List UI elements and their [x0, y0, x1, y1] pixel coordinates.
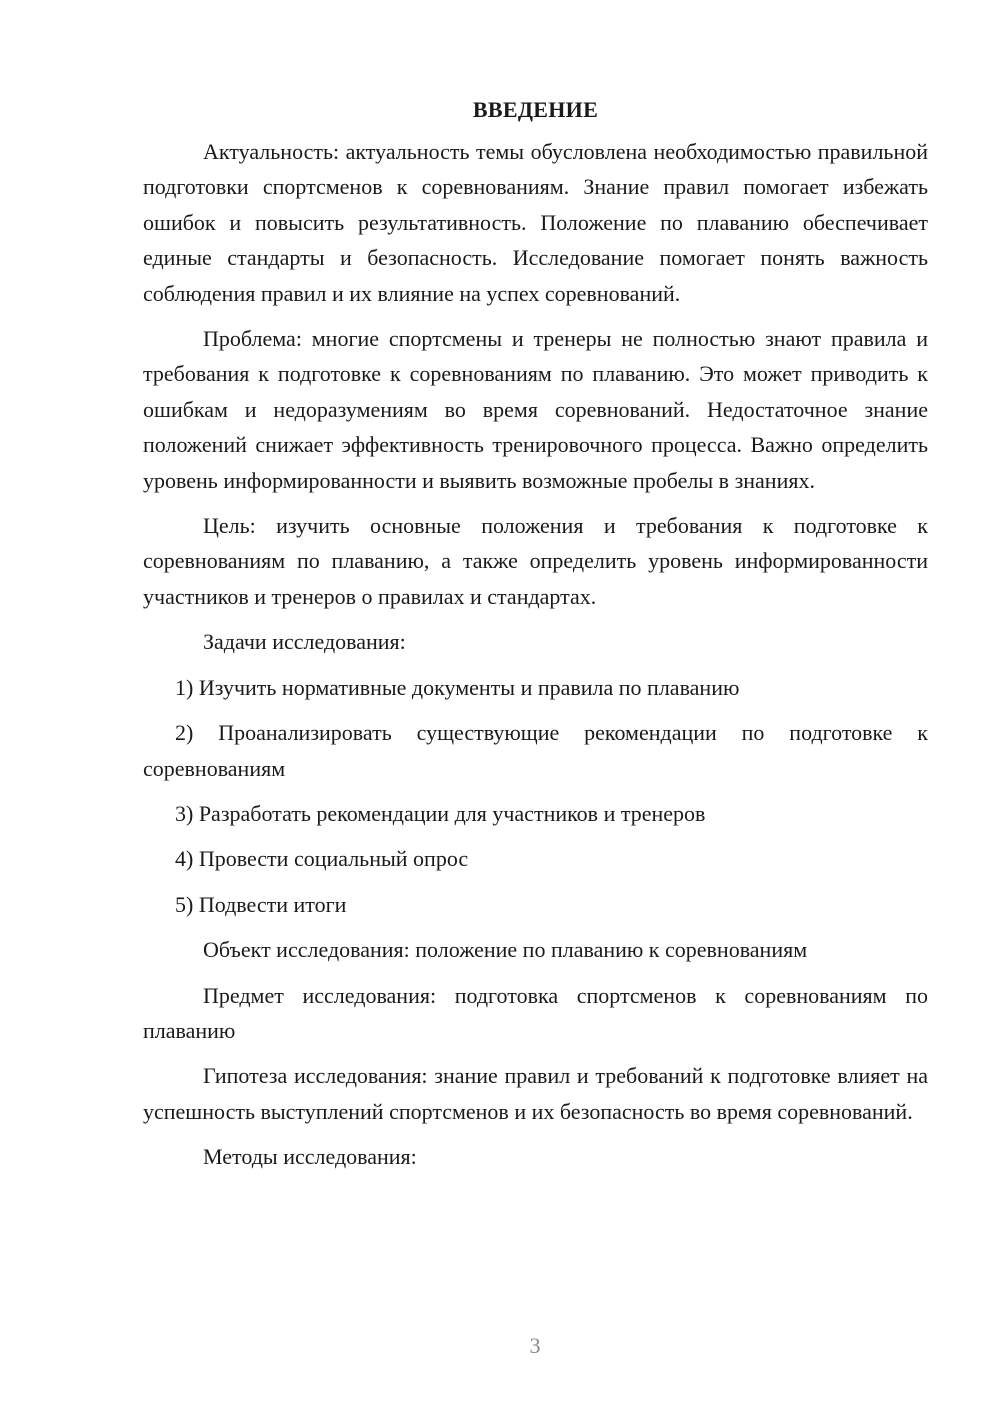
page-number: 3 — [529, 1333, 541, 1358]
task-item: 3) Разработать рекомендации для участников и тренеров — [175, 800, 706, 826]
document-page — [143, 95, 928, 1185]
relevance-paragraph: Актуальность: актуальность темы обусловлена необходимостью правильной подготовки спортсменов к соревнованиям. Знание правил помогает избежать ошибок и повысить результативность. Положение по плаванию обеспечивает единые стандарты и безопасность. Исследование помогает понять важность соблюдения правил и их влияние на успех соревнований. — [143, 139, 928, 306]
goal-paragraph: Цель: изучить основные положения и требования к подготовке к соревнованиям по плаванию, а также определить уровень информированности участников и тренеров о правилах и стандартах. — [143, 513, 928, 609]
research-subject-paragraph: Предмет исследования: подготовка спортсменов к соревнованиям по плаванию — [143, 982, 928, 1043]
methods-heading: Методы исследования: — [203, 1144, 417, 1170]
task-item: 2) Проанализировать существующие рекомендации по подготовке к соревнованиям — [143, 720, 928, 781]
task-item: 1) Изучить нормативные документы и правила по плаванию — [175, 674, 740, 700]
research-object-paragraph: Объект исследования: положение по плаванию к соревнованиям — [203, 937, 808, 963]
tasks-heading: Задачи исследования: — [203, 629, 406, 655]
task-item: 5) Подвести итоги — [175, 891, 347, 917]
problem-paragraph: Проблема: многие спортсмены и тренеры не полностью знают правила и требования к подготовке к соревнованиям по плаванию. Это может приводить к ошибкам и недоразумениям во время соревнований. Недостаточное знание положений снижает эффективность тренировочного процесса. Важно определить уровень информированности и выявить возможные пробелы в знаниях. — [143, 326, 928, 493]
section-title: ВВЕДЕНИЕ — [472, 97, 599, 122]
task-item: 4) Провести социальный опрос — [175, 846, 469, 872]
hypothesis-paragraph: Гипотеза исследования: знание правил и требований к подготовке влияет на успешность выступлений спортсменов и их безопасность во время соревнований. — [143, 1063, 928, 1124]
